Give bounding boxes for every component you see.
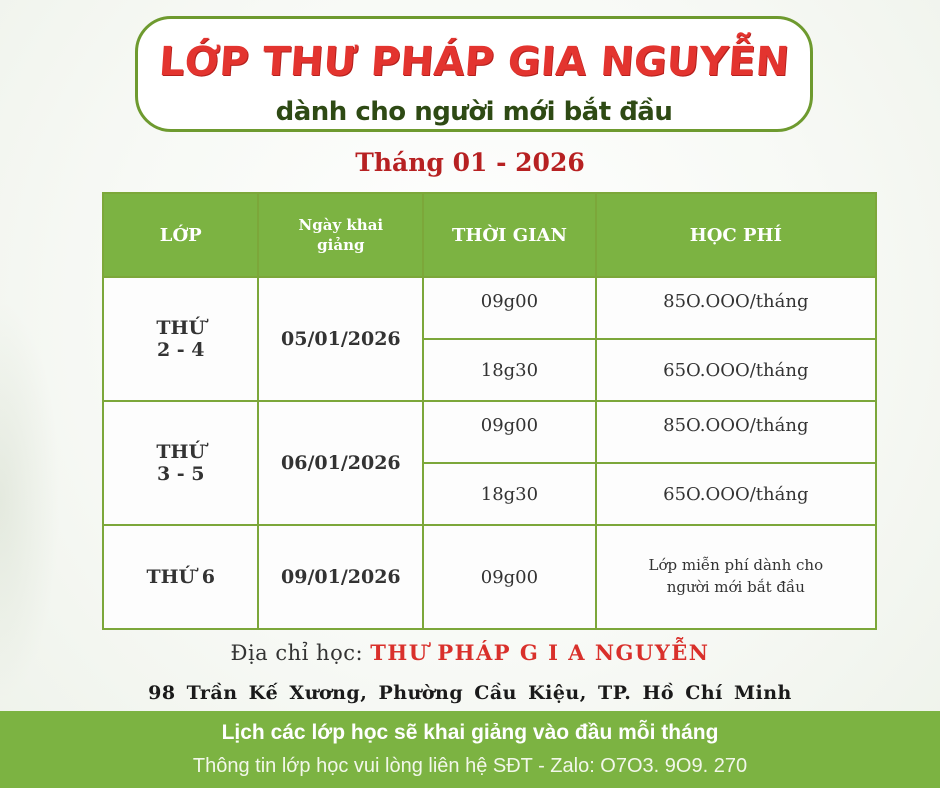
fee-note-line1: Lớp miễn phí dành cho: [648, 556, 824, 575]
time-cell: 09g00: [423, 277, 595, 339]
page-subtitle: dành cho người mới bắt đầu: [275, 97, 673, 127]
class-label-line2: 2 - 4: [156, 339, 205, 361]
fee-note-line2: người mới bắt đầu: [666, 578, 805, 596]
fee-cell: 85O.OOO/tháng: [596, 401, 876, 463]
start-date-cell: 06/01/2026: [258, 401, 423, 525]
header-banner: [135, 16, 813, 132]
footer-contact: Thông tin lớp học vui lòng liên hệ SĐT - Zalo: O7O3. 9O9. 270: [192, 755, 748, 777]
fee-cell: 85O.OOO/tháng: [596, 277, 876, 339]
street-address: 98 Trần Kế Xương, Phường Cầu Kiệu, TP. Hồ Chí Minh: [148, 682, 792, 704]
table-header-row: [103, 193, 876, 277]
class-cell: [103, 277, 258, 401]
start-date-cell: 09/01/2026: [258, 525, 423, 629]
header-start-date: Ngày khai giảng: [258, 193, 423, 277]
schedule-table: [102, 192, 877, 630]
time-cell: 09g00: [423, 525, 595, 629]
address-line: [0, 640, 940, 665]
table-row: [103, 277, 876, 339]
class-cell: THỨ 6: [103, 525, 258, 629]
class-label-line2: 3 - 5: [156, 463, 205, 485]
fee-cell: 65O.OOO/tháng: [596, 463, 876, 525]
page-title: LỚP THƯ PHÁP GIA NGUYỄN: [157, 39, 791, 85]
footer-notice: Lịch các lớp học sẽ khai giảng vào đầu mỗi tháng: [221, 721, 719, 744]
time-cell: 09g00: [423, 401, 595, 463]
class-label-line1: THỨ: [156, 317, 206, 339]
table-row: [103, 525, 876, 629]
address-label: Địa chỉ học:: [230, 641, 371, 665]
month-heading: Tháng 01 - 2026: [355, 148, 585, 177]
header-fee: HỌC PHÍ: [596, 193, 876, 277]
header-class: LỚP: [103, 193, 258, 277]
fee-note-cell: [596, 525, 876, 629]
class-cell: [103, 401, 258, 525]
footer-bar: [0, 711, 940, 788]
header-time: THỜI GIAN: [423, 193, 595, 277]
table-row: [103, 401, 876, 463]
class-label-line1: THỨ: [156, 441, 206, 463]
address-brand: THƯ PHÁP G I A NGUYỄN: [370, 640, 710, 665]
time-cell: 18g30: [423, 339, 595, 401]
time-cell: 18g30: [423, 463, 595, 525]
fee-cell: 65O.OOO/tháng: [596, 339, 876, 401]
start-date-cell: 05/01/2026: [258, 277, 423, 401]
